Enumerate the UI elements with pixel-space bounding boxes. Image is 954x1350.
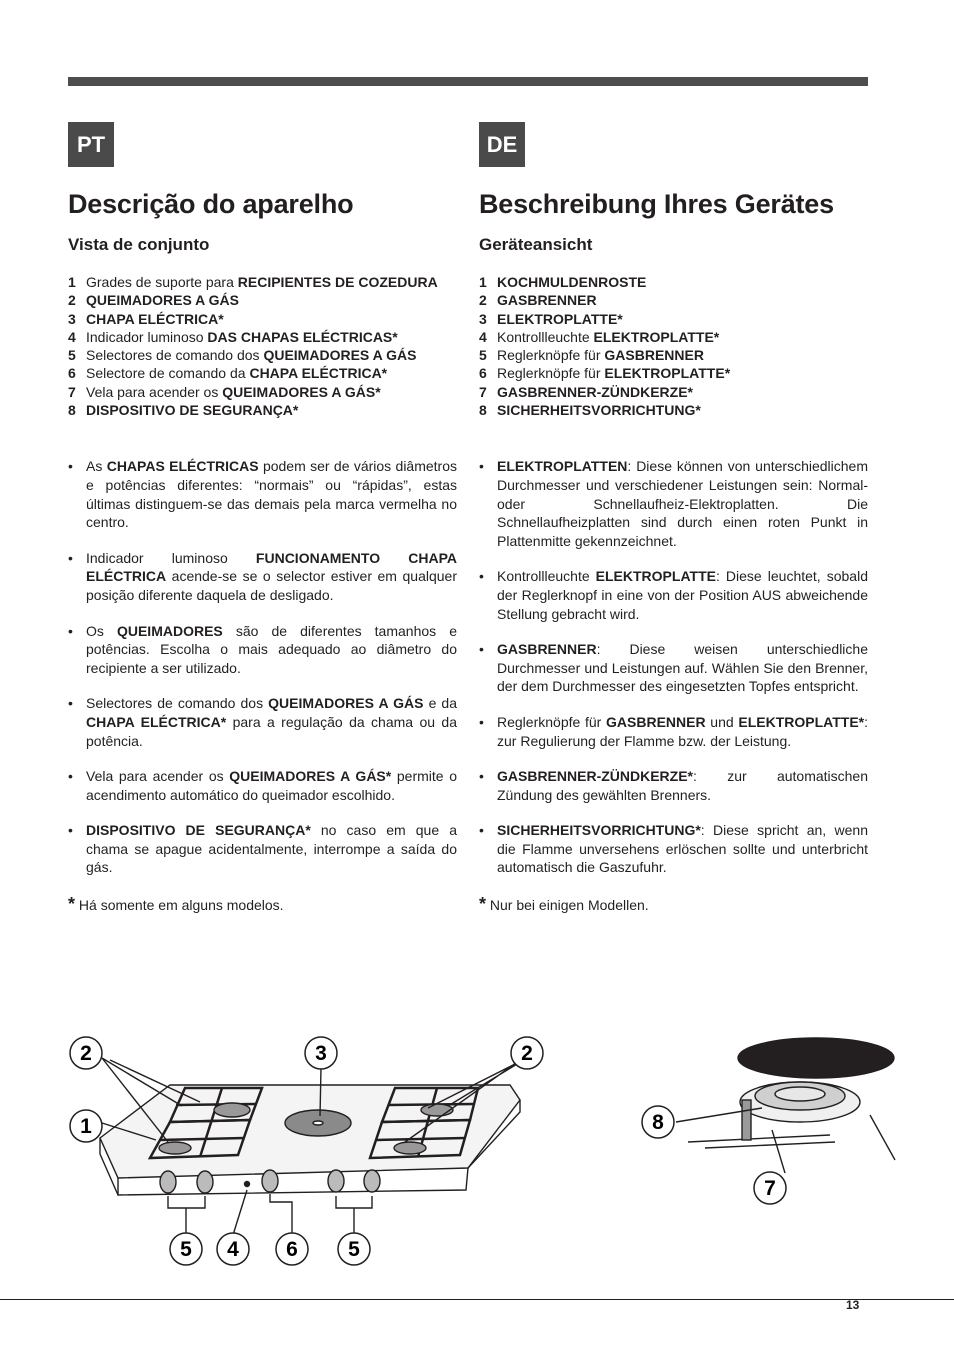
section-subtitle-pt: Vista de conjunto <box>68 235 210 254</box>
item-bold-text: CHAPAS ELÉCTRICAS <box>106 458 259 475</box>
footnote-text: Nur bei einigen Modellen. <box>486 897 649 914</box>
part-number: 6 <box>479 365 487 382</box>
item-text: Selectores de comando dos <box>86 695 269 712</box>
item-bold-text: DAS CHAPAS ELÉCTRICAS* <box>207 328 398 345</box>
callout-5-left <box>170 1233 202 1265</box>
column-de <box>479 122 868 915</box>
item-bold-text: QUEIMADORES <box>116 622 223 639</box>
item-text: : zur Regulierung der Flamme bzw. der Leistung. <box>497 713 868 749</box>
item-bold-text: ELEKTROPLATTEN <box>497 458 628 475</box>
item-bold-text: SICHERHEITSVORRICHTUNG* <box>497 822 701 839</box>
language-badge-de: DE <box>479 122 525 167</box>
item-text: Selectores de comando dos <box>86 347 264 364</box>
callout-2-right <box>511 1037 543 1069</box>
item-text: Indicador luminoso <box>86 549 256 566</box>
parts-list-item <box>68 401 457 419</box>
item-text: acende-se se o selector estiver em qualquer posição diferente daquela de desligado. <box>86 568 457 603</box>
parts-list-item <box>68 383 457 401</box>
bottom-rule <box>0 1299 954 1300</box>
bullet-item <box>68 622 457 678</box>
parts-list-item <box>479 346 868 364</box>
parts-list-item <box>68 273 457 291</box>
footnote-star: * <box>479 894 487 915</box>
part-number: 1 <box>479 274 487 290</box>
bullet-item <box>479 821 868 877</box>
callout-4 <box>217 1233 249 1265</box>
item-text: : Diese weisen unterschiedliche Durchmesser und Leistungen auf. Wählen Sie den Brenner, der dem Durchmesser des eingesetzten Topfes entspricht. <box>497 641 868 695</box>
item-text: podem ser de vários diâmetros e potências diferentes: “normais” ou “rápidas”, estas últimas distinguem-se das demais pela marca vermelha no centro. <box>86 458 458 531</box>
bullet-list-de <box>479 457 868 877</box>
parts-list-item <box>479 273 868 291</box>
part-number: 2 <box>479 292 487 309</box>
svg-text:3: 3 <box>315 1042 327 1065</box>
appliance-illustration <box>0 1030 954 1270</box>
item-text: são de diferentes tamanhos e potências. Escolha o mais adequado ao diâmetro do recipiente a ser utilizado. <box>86 622 458 676</box>
item-text: As <box>86 458 107 475</box>
burner-detail-drawing <box>676 1038 895 1173</box>
item-bold-text: QUEIMADORES A GÁS <box>263 347 417 364</box>
svg-text:5: 5 <box>348 1238 360 1261</box>
bullet-item <box>68 767 457 804</box>
item-text: Grades de suporte para <box>86 274 238 290</box>
item-bold-text: DISPOSITIVO DE SEGURANÇA* <box>86 402 299 419</box>
item-bold-text: SICHERHEITSVORRICHTUNG* <box>497 402 701 419</box>
item-text: Selectore de comando da <box>86 365 250 382</box>
hob-drawing <box>100 1058 527 1235</box>
callout-6 <box>276 1233 308 1265</box>
item-bold-text: CHAPA ELÉCTRICA* <box>86 713 227 730</box>
item-bold-text: DISPOSITIVO DE SEGURANÇA* <box>86 822 311 839</box>
part-number: 7 <box>479 383 487 400</box>
item-text: : Diese können von unterschiedlichem Durchmesser und verschiedener Leistungen sein: Normal- oder Schnellaufheiz-Elektroplatten. Die Schnellaufheizplatten sind durch einen roten Punkt in Plattenmitte gekennzeichnet. <box>497 458 868 549</box>
bullet-item <box>68 821 457 877</box>
item-text: permite o acendimento automático do queimador escolhido. <box>86 768 457 803</box>
callout-3 <box>305 1037 337 1069</box>
item-bold-text: GASBRENNER <box>497 641 597 658</box>
part-number: 4 <box>479 328 487 345</box>
svg-text:7: 7 <box>764 1177 776 1200</box>
item-bold-text: QUEIMADORES A GÁS* <box>229 768 392 785</box>
footnote-star: * <box>68 894 76 915</box>
item-bold-text: ELEKTROPLATTE* <box>497 310 623 327</box>
parts-list-item <box>479 401 868 419</box>
parts-list-item <box>479 310 868 328</box>
item-bold-text: KOCHMULDENROSTE <box>497 274 647 290</box>
svg-text:8: 8 <box>652 1111 664 1134</box>
svg-text:6: 6 <box>286 1238 298 1261</box>
language-badge-pt: PT <box>68 122 114 167</box>
item-bold-text: ELEKTROPLATTE* <box>604 365 731 382</box>
item-bold-text: GASBRENNER <box>606 713 706 730</box>
page-title-de: Beschreibung Ihres Gerätes <box>479 189 834 219</box>
parts-list-item <box>68 328 457 346</box>
bullet-item <box>68 457 457 531</box>
part-number: 5 <box>68 347 76 364</box>
item-bold-text: GASBRENNER-ZÜNDKERZE* <box>497 768 694 785</box>
parts-list-item <box>68 346 457 364</box>
item-bold-text: CHAPA ELÉCTRICA* <box>249 365 388 382</box>
top-rule <box>68 77 868 86</box>
part-number: 3 <box>68 310 76 327</box>
item-bold-text: GASBRENNER <box>604 347 704 364</box>
callout-8 <box>642 1106 674 1138</box>
item-text: Reglerknöpfe für <box>497 347 605 364</box>
item-text: Vela para acender os <box>86 768 230 785</box>
svg-text:1: 1 <box>80 1115 92 1138</box>
parts-list-item <box>68 364 457 382</box>
parts-list-pt <box>68 273 457 419</box>
item-bold-text: ELEKTROPLATTE* <box>593 328 720 345</box>
bullet-item <box>479 713 868 750</box>
page-title-pt: Descrição do aparelho <box>68 189 354 219</box>
part-number: 8 <box>68 402 76 419</box>
bullet-item <box>479 640 868 696</box>
item-text: no caso em que a chama se apague acidentalmente, interrompe a saída do gás. <box>86 822 457 876</box>
part-number: 4 <box>68 328 76 345</box>
parts-list-item <box>68 291 457 309</box>
item-text: Reglerknöpfe für <box>497 713 607 730</box>
item-bold-text: ELEKTROPLATTE <box>595 568 716 585</box>
section-subtitle-de: Geräteansicht <box>479 235 593 254</box>
item-text: Os <box>86 622 117 639</box>
part-number: 6 <box>68 365 76 382</box>
item-text: Indicador luminoso <box>86 328 208 345</box>
item-bold-text: ELEKTROPLATTE* <box>738 713 865 730</box>
item-bold-text: QUEIMADORES A GÁS <box>86 292 239 309</box>
part-number: 3 <box>479 310 487 327</box>
callout-1 <box>70 1110 102 1142</box>
part-number: 2 <box>68 292 76 309</box>
parts-list-item <box>479 328 868 346</box>
footnote-pt <box>68 894 457 915</box>
item-text: e da <box>423 695 457 712</box>
svg-text:4: 4 <box>227 1238 239 1261</box>
column-pt <box>68 122 457 915</box>
svg-text:5: 5 <box>180 1238 192 1261</box>
part-number: 8 <box>479 402 487 419</box>
page-number: 13 <box>846 1298 860 1312</box>
parts-list-item <box>479 291 868 309</box>
parts-list-item <box>68 310 457 328</box>
item-bold-text: CHAPA ELÉCTRICA* <box>86 310 224 327</box>
item-bold-text: GASBRENNER-ZÜNDKERZE* <box>497 383 694 400</box>
bullet-item <box>479 767 868 804</box>
item-text: : Diese spricht an, wenn die Flamme unversehens erlöschen sollte und unterbricht automatisch die Gaszufuhr. <box>497 822 868 876</box>
svg-text:2: 2 <box>521 1042 533 1065</box>
part-number: 1 <box>68 274 76 290</box>
item-text: Kontrollleuchte <box>497 328 594 345</box>
item-bold-text: RECIPIENTES DE COZEDURA <box>237 274 438 290</box>
item-text: para a regulação da chama ou da potência. <box>86 713 458 749</box>
parts-list-de <box>479 273 868 419</box>
bullet-list-pt <box>68 457 457 877</box>
item-bold-text: GASBRENNER <box>497 292 597 309</box>
callout-5-right <box>338 1233 370 1265</box>
item-text: und <box>705 713 739 730</box>
item-text: : Diese leuchtet, sobald der Reglerknopf in eine von der Position AUS abweichende Stellung gebracht wird. <box>497 568 868 622</box>
footnote-de <box>479 894 868 915</box>
item-text: : zur automatischen Zündung des gewählten Brenners. <box>497 768 868 803</box>
bullet-item <box>479 457 868 550</box>
callout-7 <box>754 1172 786 1204</box>
parts-list-item <box>479 383 868 401</box>
bullet-item <box>68 549 457 605</box>
part-number: 5 <box>479 347 487 364</box>
bullet-item <box>479 567 868 623</box>
svg-text:2: 2 <box>80 1042 92 1065</box>
bullet-item <box>68 694 457 750</box>
part-number: 7 <box>68 383 76 400</box>
footnote-text: Há somente em alguns modelos. <box>75 897 284 914</box>
item-bold-text: QUEIMADORES A GÁS* <box>222 383 381 400</box>
parts-list-item <box>479 364 868 382</box>
item-bold-text: QUEIMADORES A GÁS <box>268 695 424 712</box>
callout-2-left <box>70 1037 102 1069</box>
item-bold-text: FUNCIONAMENTO CHAPA ELÉCTRICA <box>86 549 457 585</box>
item-text: Kontrollleuchte <box>497 568 596 585</box>
item-text: Reglerknöpfe für <box>497 365 605 382</box>
item-text: Vela para acender os <box>86 383 223 400</box>
